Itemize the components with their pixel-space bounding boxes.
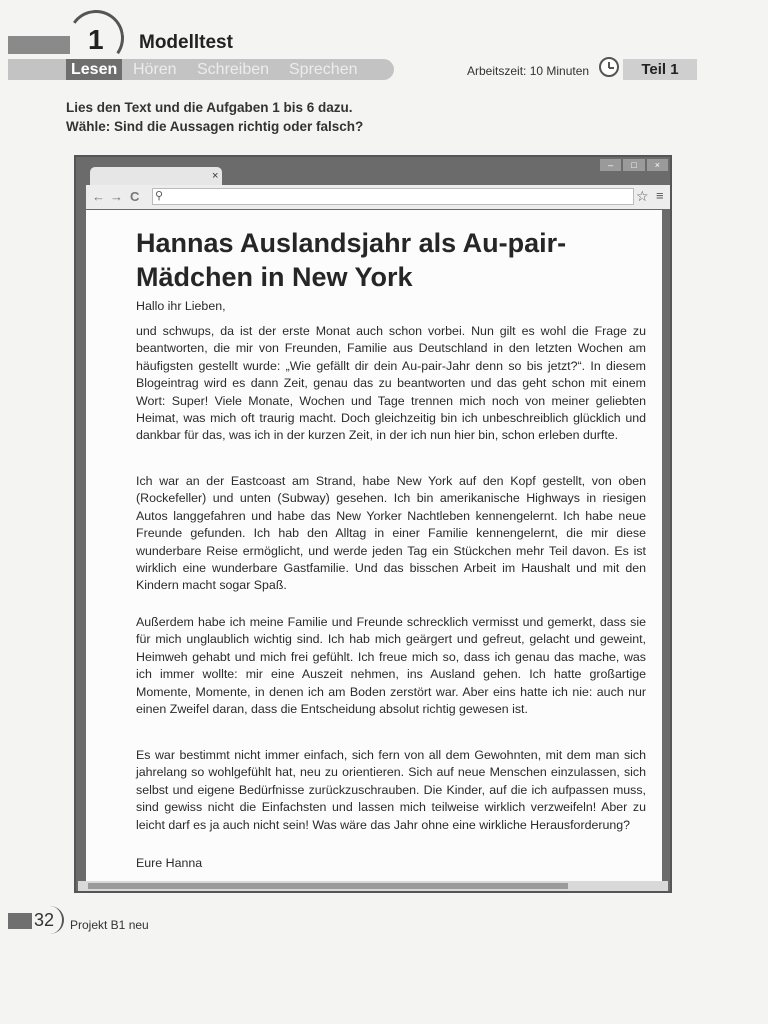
tab-close-icon: × — [212, 170, 219, 182]
time-limit-label: Arbeitszeit: 10 Minuten — [467, 64, 590, 78]
address-bar — [152, 188, 634, 205]
tab-lesen: Lesen — [66, 59, 122, 80]
window-controls — [600, 159, 668, 171]
bookmark-star-icon: ☆ — [636, 188, 649, 204]
stopwatch-icon — [599, 57, 619, 77]
instruction-line-2: Wähle: Sind die Aussagen richtig oder falsch? — [66, 119, 364, 134]
unit-number: 1 — [88, 24, 104, 55]
scrollbar-thumb — [88, 883, 568, 889]
tab-schreiben: Schreiben — [197, 61, 270, 78]
tab-sprechen: Sprechen — [289, 61, 358, 78]
close-icon: × — [647, 159, 668, 171]
article-paragraph-3: Außerdem habe ich meine Familie und Freunde schrecklich vermisst und gemerkt, dass sie für mich unglaublich wichtig sind. Ich hab mich geärgert und gefreut, gelacht und geweint, Heimweh gehabt und mich frei gefühlt. Ich freue mich so, dass ich genau das mache, was ich immer wollte: mir eine Auszeit nehmen, ins Ausland gehen. Ich hatte großartige Momente, Momente, in denen ich am Boden zerstört war. Aber eins hatte ich nie: auch nur einen Zweifel daran, dass die Entscheidung absolut richtig gewesen ist. — [136, 615, 646, 717]
section-title: Modelltest — [139, 32, 233, 53]
instruction-line-1: Lies den Text und die Aufgaben 1 bis 6 dazu. — [66, 100, 353, 115]
browser-tab — [90, 167, 222, 187]
article-title-line-1: Hannas Auslandsjahr als Au-pair- — [136, 228, 567, 258]
book-title: Projekt B1 neu — [70, 918, 149, 932]
horizontal-scrollbar — [78, 881, 668, 891]
skill-tabs — [66, 59, 394, 80]
browser-window — [74, 155, 672, 893]
menu-icon: ≡ — [656, 188, 664, 203]
article-title — [136, 226, 636, 294]
blog-content — [86, 210, 662, 882]
footer-accent-bar — [8, 913, 32, 929]
header-accent-bar — [8, 36, 70, 54]
part-label: Teil 1 — [623, 59, 697, 80]
browser-toolbar — [86, 185, 670, 209]
article-signature: Eure Hanna — [136, 856, 203, 870]
tab-strip-accent — [8, 59, 66, 80]
page-number: 32 — [34, 910, 55, 930]
back-icon: ← — [92, 189, 105, 204]
article-paragraph-1: und schwups, da ist der erste Monat auch schon vorbei. Nun gilt es wohl die Frage zu beantworten, die mir von Freunden, Familie aus Deutschland in den letzten Wochen am häufigsten gestellt wurde: „Wie gefällt dir dein Au-pair-Jahr denn so bis jetzt?“. In diesem Blogeintrag wird es dann Zeit, genau das zu beantworten und das geht schon mit einem Wort: Super! Viele Monate, Wochen und Tage trennen mich noch von meiner geliebten Heimat, was mich oft traurig macht. Doch gleichzeitig bin ich unbeschreiblich glücklich und dankbar für das, was ich in der kurzen Zeit, in der ich nun hier bin, schon erleben durfte. — [136, 324, 646, 443]
maximize-icon: □ — [623, 159, 644, 171]
search-icon: ⚲ — [155, 190, 164, 202]
article-greeting: Hallo ihr Lieben, — [136, 299, 226, 313]
article-title-line-2: Mädchen in New York — [136, 262, 413, 292]
reload-icon: C — [130, 189, 140, 204]
page-number-arc — [50, 906, 64, 934]
minimize-icon: – — [600, 159, 621, 171]
forward-icon: → — [110, 189, 123, 204]
article-paragraph-4: Es war bestimmt nicht immer einfach, sich fern von all dem Gewohnten, mit dem man sich jahrelang so wohlgefühlt hat, neu zu orientieren. Sich auf neue Menschen einzulassen, sich selbst und eigene Bedürfnisse zurückzuschrauben. Die Kinder, auf die ich aufpassen muss, sind gewiss nicht die Einfachsten und lassen mich teilweise wirklich verzweifeln! Aber zu leicht darf es ja auch nicht sein! Was wäre das Jahr ohne eine wirkliche Herausforderung? — [136, 748, 646, 832]
tab-hoeren: Hören — [133, 61, 177, 78]
article-paragraph-2: Ich war an der Eastcoast am Strand, habe New York auf den Kopf gestellt, von oben (Rockefeller) und unten (Subway) gesehen. Ich bin amerikanische Highways in riesigen Autos langgefahren und habe das New Yorker Nachtleben kennengelernt. Ich habe neue Freunde gefunden. Ich hab den Alltag in einer Familie kennengelernt, die mir diese wunderbare Reise ermöglicht, und werde jeden Tag ein Stückchen mehr Teil davon. Es ist wirklich eine wunderbare Gastfamilie. Und das bisschen Arbeit im Haushalt und mit den Kindern macht sogar Spaß. — [136, 474, 646, 593]
